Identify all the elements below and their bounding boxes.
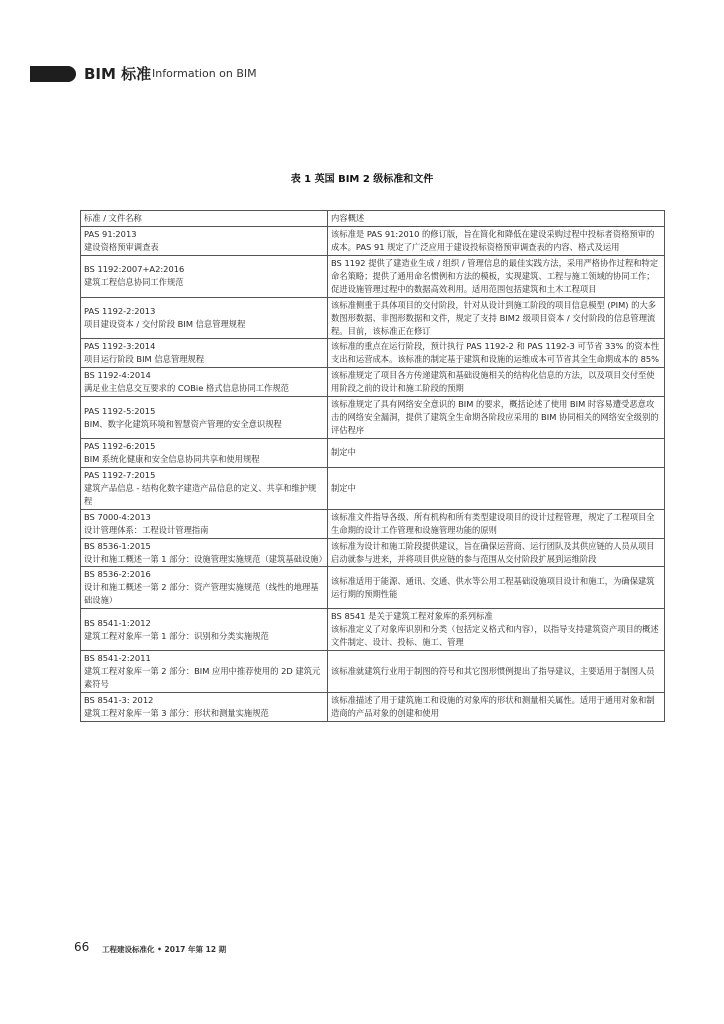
standard-cell	[81, 255, 328, 297]
table-row	[81, 255, 665, 297]
content-summary: 该标准规定了具有网络安全意识的 BIM 的要求，概括论述了使用 BIM 时容易遭受恶意攻击的网络安全漏洞，提供了建筑全生命期各阶段应采用的 BIM 协同相关的网络安全级别的评估程序	[328, 397, 665, 439]
standard-name: 设计和施工概述一第 2 部分：资产管理实施规范（线性的地理基础设施）	[84, 582, 319, 606]
content-summary: BS 1192 提供了建造业生成 / 组织 / 管理信息的最佳实践方法，采用严格协作过程和特定命名策略；提供了通用命名惯例和方法的模板，实现建筑、工程与施工领域的协同工作；促进设施管理过程中的数据高效利用。适用范围包括建筑和土木工程项目	[328, 255, 665, 297]
standard-code: BS 7000-4:2013	[84, 511, 151, 522]
standard-code: BS 1192:2007+A2:2016	[84, 264, 185, 275]
standard-code: BS 8541-2:2011	[84, 653, 151, 664]
standard-cell	[81, 368, 328, 397]
table-row	[81, 226, 665, 255]
standard-cell	[81, 339, 328, 368]
standards-table	[80, 210, 665, 722]
table-row	[81, 397, 665, 439]
table-row	[81, 509, 665, 538]
standard-name: BIM 系统化健康和安全信息协同共享和使用规程	[84, 453, 260, 464]
standard-name: 建筑工程信息协同工作规范	[84, 277, 184, 288]
table-row	[81, 467, 665, 509]
standard-name: 设计和施工概述一第 1 部分：设施管理实施规范（建筑基础设施）	[84, 553, 327, 564]
standard-code: BS 8536-2:2016	[84, 569, 151, 580]
header-bar	[30, 66, 76, 82]
content-summary: 该标准描述了用于建筑施工和设施的对象库的形状和测量相关属性。适用于通用对象和制造商的产品对象的创建和使用	[328, 692, 665, 721]
table-header-row	[81, 211, 665, 227]
standard-code: PAS 1192-3:2014	[84, 341, 156, 352]
standard-cell	[81, 567, 328, 609]
table-caption: 表 1 英国 BIM 2 级标准和文件	[290, 174, 434, 185]
content-summary: 制定中	[328, 439, 665, 468]
column-header-name: 标准 / 文件名称	[81, 211, 328, 227]
standard-name: 建筑工程对象库一第 1 部分：识别和分类实施规范	[84, 630, 269, 641]
standard-name: 项目建设资本 / 交付阶段 BIM 信息管理规程	[84, 319, 246, 330]
content-summary: 该标准是 PAS 91:2010 的修订版，旨在简化和降低在建设采购过程中投标者资格预审的成本。PAS 91 规定了广泛应用于建设投标资格预审调查表的内容、格式及运用	[328, 226, 665, 255]
standard-name: 建筑工程对象库一第 2 部分：BIM 应用中推荐使用的 2D 建筑元素符号	[84, 666, 321, 689]
page-number: 66	[74, 940, 90, 954]
standard-name: 设计管理体系：工程设计管理指南	[84, 524, 209, 535]
standard-code: PAS 1192-7:2015	[84, 469, 156, 480]
content-summary: 该标准适用于能源、通讯、交通、供水等公用工程基础设施项目设计和施工，为确保建筑运行期的预期性能	[328, 567, 665, 609]
standard-cell	[81, 439, 328, 468]
section-subtitle: Information on BIM	[152, 67, 257, 80]
standard-code: PAS 1192-2:2013	[84, 306, 156, 317]
standard-name: 满足业主信息交互要求的 COBie 格式信息协同工作规范	[84, 383, 289, 394]
column-header-content: 内容概述	[328, 211, 665, 227]
section-title: BIM 标准	[84, 65, 152, 83]
table-row	[81, 339, 665, 368]
standard-name: BIM、数字化建筑环境和智慧资产管理的安全意识规程	[84, 418, 282, 429]
standard-cell	[81, 692, 328, 721]
standard-cell	[81, 609, 328, 651]
standard-name: 建筑产品信息 - 结构化数字建造产品信息的定义、共享和维护规程	[84, 482, 317, 506]
standard-cell	[81, 397, 328, 439]
content-summary: 该标准规定了项目各方传递建筑和基础设施相关的结构化信息的方法，以及项目交付至使用阶段之前的设计和施工阶段的预期	[328, 368, 665, 397]
content-summary: 制定中	[328, 467, 665, 509]
standard-cell	[81, 651, 328, 693]
content-summary: BS 8541 是关于建筑工程对象库的系列标准 该标准定义了对象库识别和分类（包括定义格式和内容），以指导支持建筑资产项目的概述文件制定、设计、投标、施工、管理	[328, 609, 665, 651]
table-row	[81, 692, 665, 721]
table-body	[81, 226, 665, 721]
content-summary: 该标准就建筑行业用于制图的符号和其它图形惯例提出了指导建议，主要适用于制图人员	[328, 651, 665, 693]
standard-code: BS 8541-1:2012	[84, 617, 151, 628]
table-row	[81, 368, 665, 397]
content-summary: 该标准为设计和施工阶段提供建议，旨在确保运营商、运行团队及其供应链的人员从项目启动就参与进来，并将项目供应链的参与范围从交付阶段扩展到运维阶段	[328, 538, 665, 567]
standard-cell	[81, 467, 328, 509]
journal-name: 工程建设标准化 • 2017 年第 12 期	[102, 945, 227, 954]
standard-cell	[81, 538, 328, 567]
standard-cell	[81, 509, 328, 538]
content-summary: 该标准侧重于具体项目的交付阶段，针对从设计到施工阶段的项目信息模型 (PIM) 的大多数图形数据、非图形数据和文件，规定了支持 BIM2 级项目资本 / 交付阶段的信息管理流程。目前，该标准正在修订	[328, 297, 665, 339]
table-row	[81, 567, 665, 609]
content-summary: 该标准的重点在运行阶段，预计执行 PAS 1192-2 和 PAS 1192-3 可节省 33% 的资本性支出和运营成本。该标准的制定基于建筑和设施的运维成本可节省其全生命期成本的 85%	[328, 339, 665, 368]
standard-name: 建筑工程对象库一第 3 部分：形状和测量实施规范	[84, 707, 269, 718]
standard-code: PAS 1192-5:2015	[84, 405, 156, 416]
table-row	[81, 439, 665, 468]
standard-code: PAS 1192-6:2015	[84, 441, 156, 451]
table-row	[81, 651, 665, 693]
standard-code: BS 8536-1:2015	[84, 540, 151, 551]
table-row	[81, 297, 665, 339]
table-row	[81, 538, 665, 567]
standard-code: BS 1192-4:2014	[84, 370, 151, 381]
table-row	[81, 609, 665, 651]
standard-cell	[81, 226, 328, 255]
standard-code: PAS 91:2013	[84, 228, 137, 239]
standard-cell	[81, 297, 328, 339]
standard-code: BS 8541-3: 2012	[84, 694, 154, 705]
standard-name: 建设资格预审调查表	[84, 241, 159, 252]
standard-name: 项目运行阶段 BIM 信息管理规程	[84, 354, 205, 365]
content-summary: 该标准文件指导各级、所有机构和所有类型建设项目的设计过程管理，规定了工程项目全生命期的设计工作管理和设施管理功能的原则	[328, 509, 665, 538]
